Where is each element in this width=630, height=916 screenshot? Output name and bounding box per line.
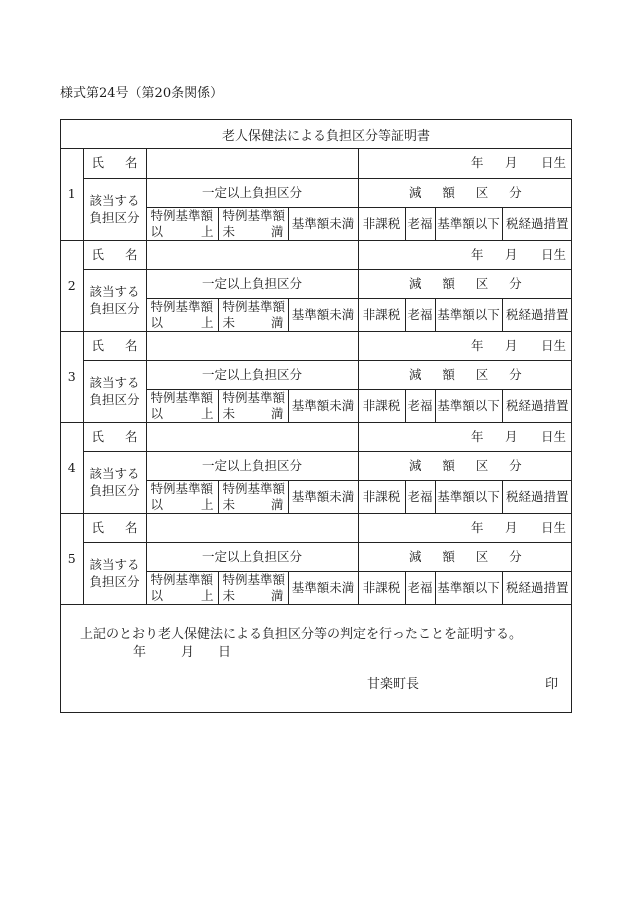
- special-below-option[interactable]: 特例基準額 未 満: [218, 207, 288, 240]
- issue-year-label: 年: [133, 644, 147, 660]
- elderly-welfare-option[interactable]: 老福: [405, 480, 435, 513]
- reduced-group: 減 額 区 分: [358, 542, 572, 571]
- category-label: 該当する 負担区分: [83, 360, 146, 422]
- person-number: 4: [61, 422, 83, 513]
- reduced-group: 減 額 区 分: [358, 178, 572, 207]
- elderly-welfare-option[interactable]: 老福: [405, 389, 435, 422]
- birth-month-label: 月: [505, 155, 518, 171]
- non-taxable-option[interactable]: 非課税: [358, 480, 405, 513]
- standard-below-option[interactable]: 基準額未満: [288, 298, 358, 331]
- birth-day-label: 日生: [541, 519, 567, 535]
- tax-transition-option[interactable]: 税経過措置: [502, 389, 572, 422]
- special-above-option[interactable]: 特例基準額 以 上: [146, 571, 218, 604]
- birth-date-field[interactable]: [358, 331, 572, 360]
- category-label: 該当する 負担区分: [83, 542, 146, 604]
- seal-mark: 印: [545, 676, 559, 692]
- above-threshold-group: 一定以上負担区分: [146, 269, 358, 298]
- issuer-title: 甘楽町長: [367, 676, 420, 692]
- category-group-row: [61, 451, 572, 480]
- birth-year-label: 年: [471, 519, 484, 535]
- standard-or-less-option[interactable]: 基準額以下: [435, 480, 502, 513]
- standard-below-option[interactable]: 基準額未満: [288, 389, 358, 422]
- special-above-option[interactable]: 特例基準額 以 上: [146, 389, 218, 422]
- birth-date-field[interactable]: [358, 513, 572, 542]
- special-above-option[interactable]: 特例基準額 以 上: [146, 207, 218, 240]
- person-number: 2: [61, 240, 83, 331]
- above-threshold-group: 一定以上負担区分: [146, 451, 358, 480]
- person-name-row: [61, 149, 572, 178]
- person-table: [61, 149, 572, 605]
- special-above-option[interactable]: 特例基準額 以 上: [146, 298, 218, 331]
- special-above-option[interactable]: 特例基準額 以 上: [146, 480, 218, 513]
- non-taxable-option[interactable]: 非課税: [358, 207, 405, 240]
- category-group-row: [61, 269, 572, 298]
- standard-or-less-option[interactable]: 基準額以下: [435, 571, 502, 604]
- birth-year-label: 年: [471, 337, 484, 353]
- name-field[interactable]: [146, 422, 358, 451]
- name-field[interactable]: [146, 149, 358, 178]
- name-label: 氏 名: [83, 149, 146, 178]
- issue-month-label: 月: [181, 644, 195, 660]
- category-label: 該当する 負担区分: [83, 269, 146, 331]
- above-threshold-group: 一定以上負担区分: [146, 178, 358, 207]
- special-below-option[interactable]: 特例基準額 未 満: [218, 389, 288, 422]
- category-group-row: [61, 178, 572, 207]
- birth-month-label: 月: [505, 428, 518, 444]
- birth-year-label: 年: [471, 246, 484, 262]
- non-taxable-option[interactable]: 非課税: [358, 298, 405, 331]
- name-field[interactable]: [146, 240, 358, 269]
- birth-year-label: 年: [471, 155, 484, 171]
- name-field[interactable]: [146, 331, 358, 360]
- non-taxable-option[interactable]: 非課税: [358, 389, 405, 422]
- special-below-option[interactable]: 特例基準額 未 満: [218, 480, 288, 513]
- category-label: 該当する 負担区分: [83, 178, 146, 240]
- reduced-group: 減 額 区 分: [358, 269, 572, 298]
- person-number: 1: [61, 149, 83, 240]
- special-below-option[interactable]: 特例基準額 未 満: [218, 571, 288, 604]
- person-name-row: [61, 422, 572, 451]
- above-threshold-group: 一定以上負担区分: [146, 542, 358, 571]
- standard-or-less-option[interactable]: 基準額以下: [435, 389, 502, 422]
- certificate-form: [60, 119, 572, 713]
- certificate-title: 老人保健法による負担区分等証明書: [61, 120, 571, 149]
- birth-day-label: 日生: [541, 337, 567, 353]
- person-number: 5: [61, 513, 83, 604]
- standard-below-option[interactable]: 基準額未満: [288, 480, 358, 513]
- standard-below-option[interactable]: 基準額未満: [288, 571, 358, 604]
- tax-transition-option[interactable]: 税経過措置: [502, 207, 572, 240]
- non-taxable-option[interactable]: 非課税: [358, 571, 405, 604]
- birth-day-label: 日生: [541, 428, 567, 444]
- name-field[interactable]: [146, 513, 358, 542]
- form-number: 様式第24号（第20条関係）: [60, 86, 224, 101]
- birth-date-field[interactable]: [358, 240, 572, 269]
- certificate-footer: [61, 605, 571, 708]
- standard-or-less-option[interactable]: 基準額以下: [435, 207, 502, 240]
- person-name-row: [61, 240, 572, 269]
- issue-day-label: 日: [218, 644, 232, 660]
- certification-statement: 上記のとおり老人保健法による負担区分等の判定を行ったことを証明する。: [80, 626, 523, 642]
- standard-or-less-option[interactable]: 基準額以下: [435, 298, 502, 331]
- person-name-row: [61, 331, 572, 360]
- tax-transition-option[interactable]: 税経過措置: [502, 480, 572, 513]
- special-below-option[interactable]: 特例基準額 未 満: [218, 298, 288, 331]
- elderly-welfare-option[interactable]: 老福: [405, 571, 435, 604]
- name-label: 氏 名: [83, 331, 146, 360]
- issue-date: [133, 641, 231, 660]
- tax-transition-option[interactable]: 税経過措置: [502, 571, 572, 604]
- birth-day-label: 日生: [541, 246, 567, 262]
- person-number: 3: [61, 331, 83, 422]
- birth-date-field[interactable]: [358, 149, 572, 178]
- person-name-row: [61, 513, 572, 542]
- reduced-group: 減 額 区 分: [358, 451, 572, 480]
- tax-transition-option[interactable]: 税経過措置: [502, 298, 572, 331]
- birth-month-label: 月: [505, 519, 518, 535]
- category-group-row: [61, 542, 572, 571]
- birth-date-field[interactable]: [358, 422, 572, 451]
- category-label: 該当する 負担区分: [83, 451, 146, 513]
- reduced-group: 減 額 区 分: [358, 360, 572, 389]
- elderly-welfare-option[interactable]: 老福: [405, 207, 435, 240]
- birth-month-label: 月: [505, 337, 518, 353]
- birth-day-label: 日生: [541, 155, 567, 171]
- category-group-row: [61, 360, 572, 389]
- standard-below-option[interactable]: 基準額未満: [288, 207, 358, 240]
- name-label: 氏 名: [83, 513, 146, 542]
- birth-month-label: 月: [505, 246, 518, 262]
- birth-year-label: 年: [471, 428, 484, 444]
- elderly-welfare-option[interactable]: 老福: [405, 298, 435, 331]
- name-label: 氏 名: [83, 240, 146, 269]
- above-threshold-group: 一定以上負担区分: [146, 360, 358, 389]
- name-label: 氏 名: [83, 422, 146, 451]
